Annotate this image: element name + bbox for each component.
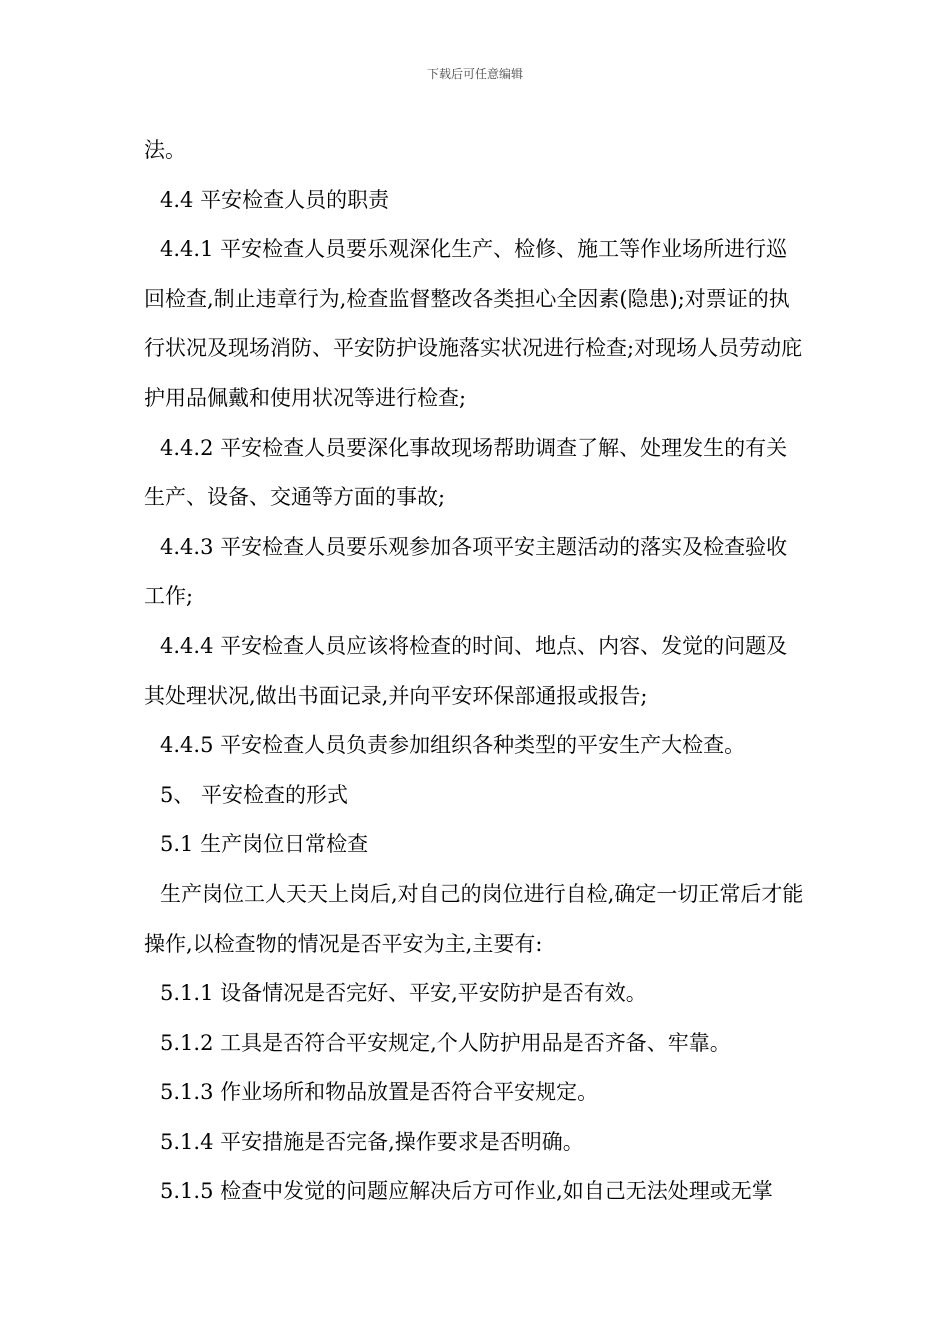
section-heading: 5.1 生产岗位日常检查 xyxy=(160,832,369,857)
section-heading: 4.4 平安检查人员的职责 xyxy=(160,187,390,212)
paragraph: 4.4.4 平安检查人员应该将检查的时间、地点、内容、发觉的问题及其处理状况,做出书面记录,并向平安环保部通报或报告; xyxy=(144,633,788,708)
paragraph: 4.4.1 平安检查人员要乐观深化生产、检修、施工等作业场所进行巡回检查,制止违章行为,检查监督整改各类担心全因素(隐患);对票证的执行状况及现场消防、平安防护设施落实状况进行检查;对现场人员劳动庇护用品佩戴和使用状况等进行检查; xyxy=(144,237,803,410)
list-item: 5.1.2 工具是否符合平安规定,个人防护用品是否齐备、牢靠。 xyxy=(160,1030,731,1055)
list-item: 5.1.5 检查中发觉的问题应解决后方可作业,如自己无法处理或无掌 xyxy=(160,1179,773,1204)
paragraph: 生产岗位工人天天上岗后,对自己的岗位进行自检,确定一切正常后才能操作,以检查物的情况是否平安为主,主要有: xyxy=(144,881,804,956)
paragraph: 4.4.2 平安检查人员要深化事故现场帮助调查了解、处理发生的有关生产、设备、交通等方面的事故; xyxy=(144,435,788,510)
page-header: 下载后可任意编辑 xyxy=(426,67,523,81)
list-item: 5.1.1 设备情况是否完好、平安,平安防护是否有效。 xyxy=(160,981,647,1006)
list-item: 5.1.4 平安措施是否完备,操作要求是否明确。 xyxy=(160,1129,584,1154)
paragraph: 4.4.5 平安检查人员负责参加组织各种类型的平安生产大检查。 xyxy=(160,733,746,758)
document-body xyxy=(144,126,808,1217)
paragraph: 法。 xyxy=(144,138,186,162)
list-item: 5.1.3 作业场所和物品放置是否符合平安规定。 xyxy=(160,1080,599,1105)
paragraph: 4.4.3 平安检查人员要乐观参加各项平安主题活动的落实及检查验收工作; xyxy=(144,534,788,609)
section-heading: 5、 平安检查的形式 xyxy=(160,782,349,807)
